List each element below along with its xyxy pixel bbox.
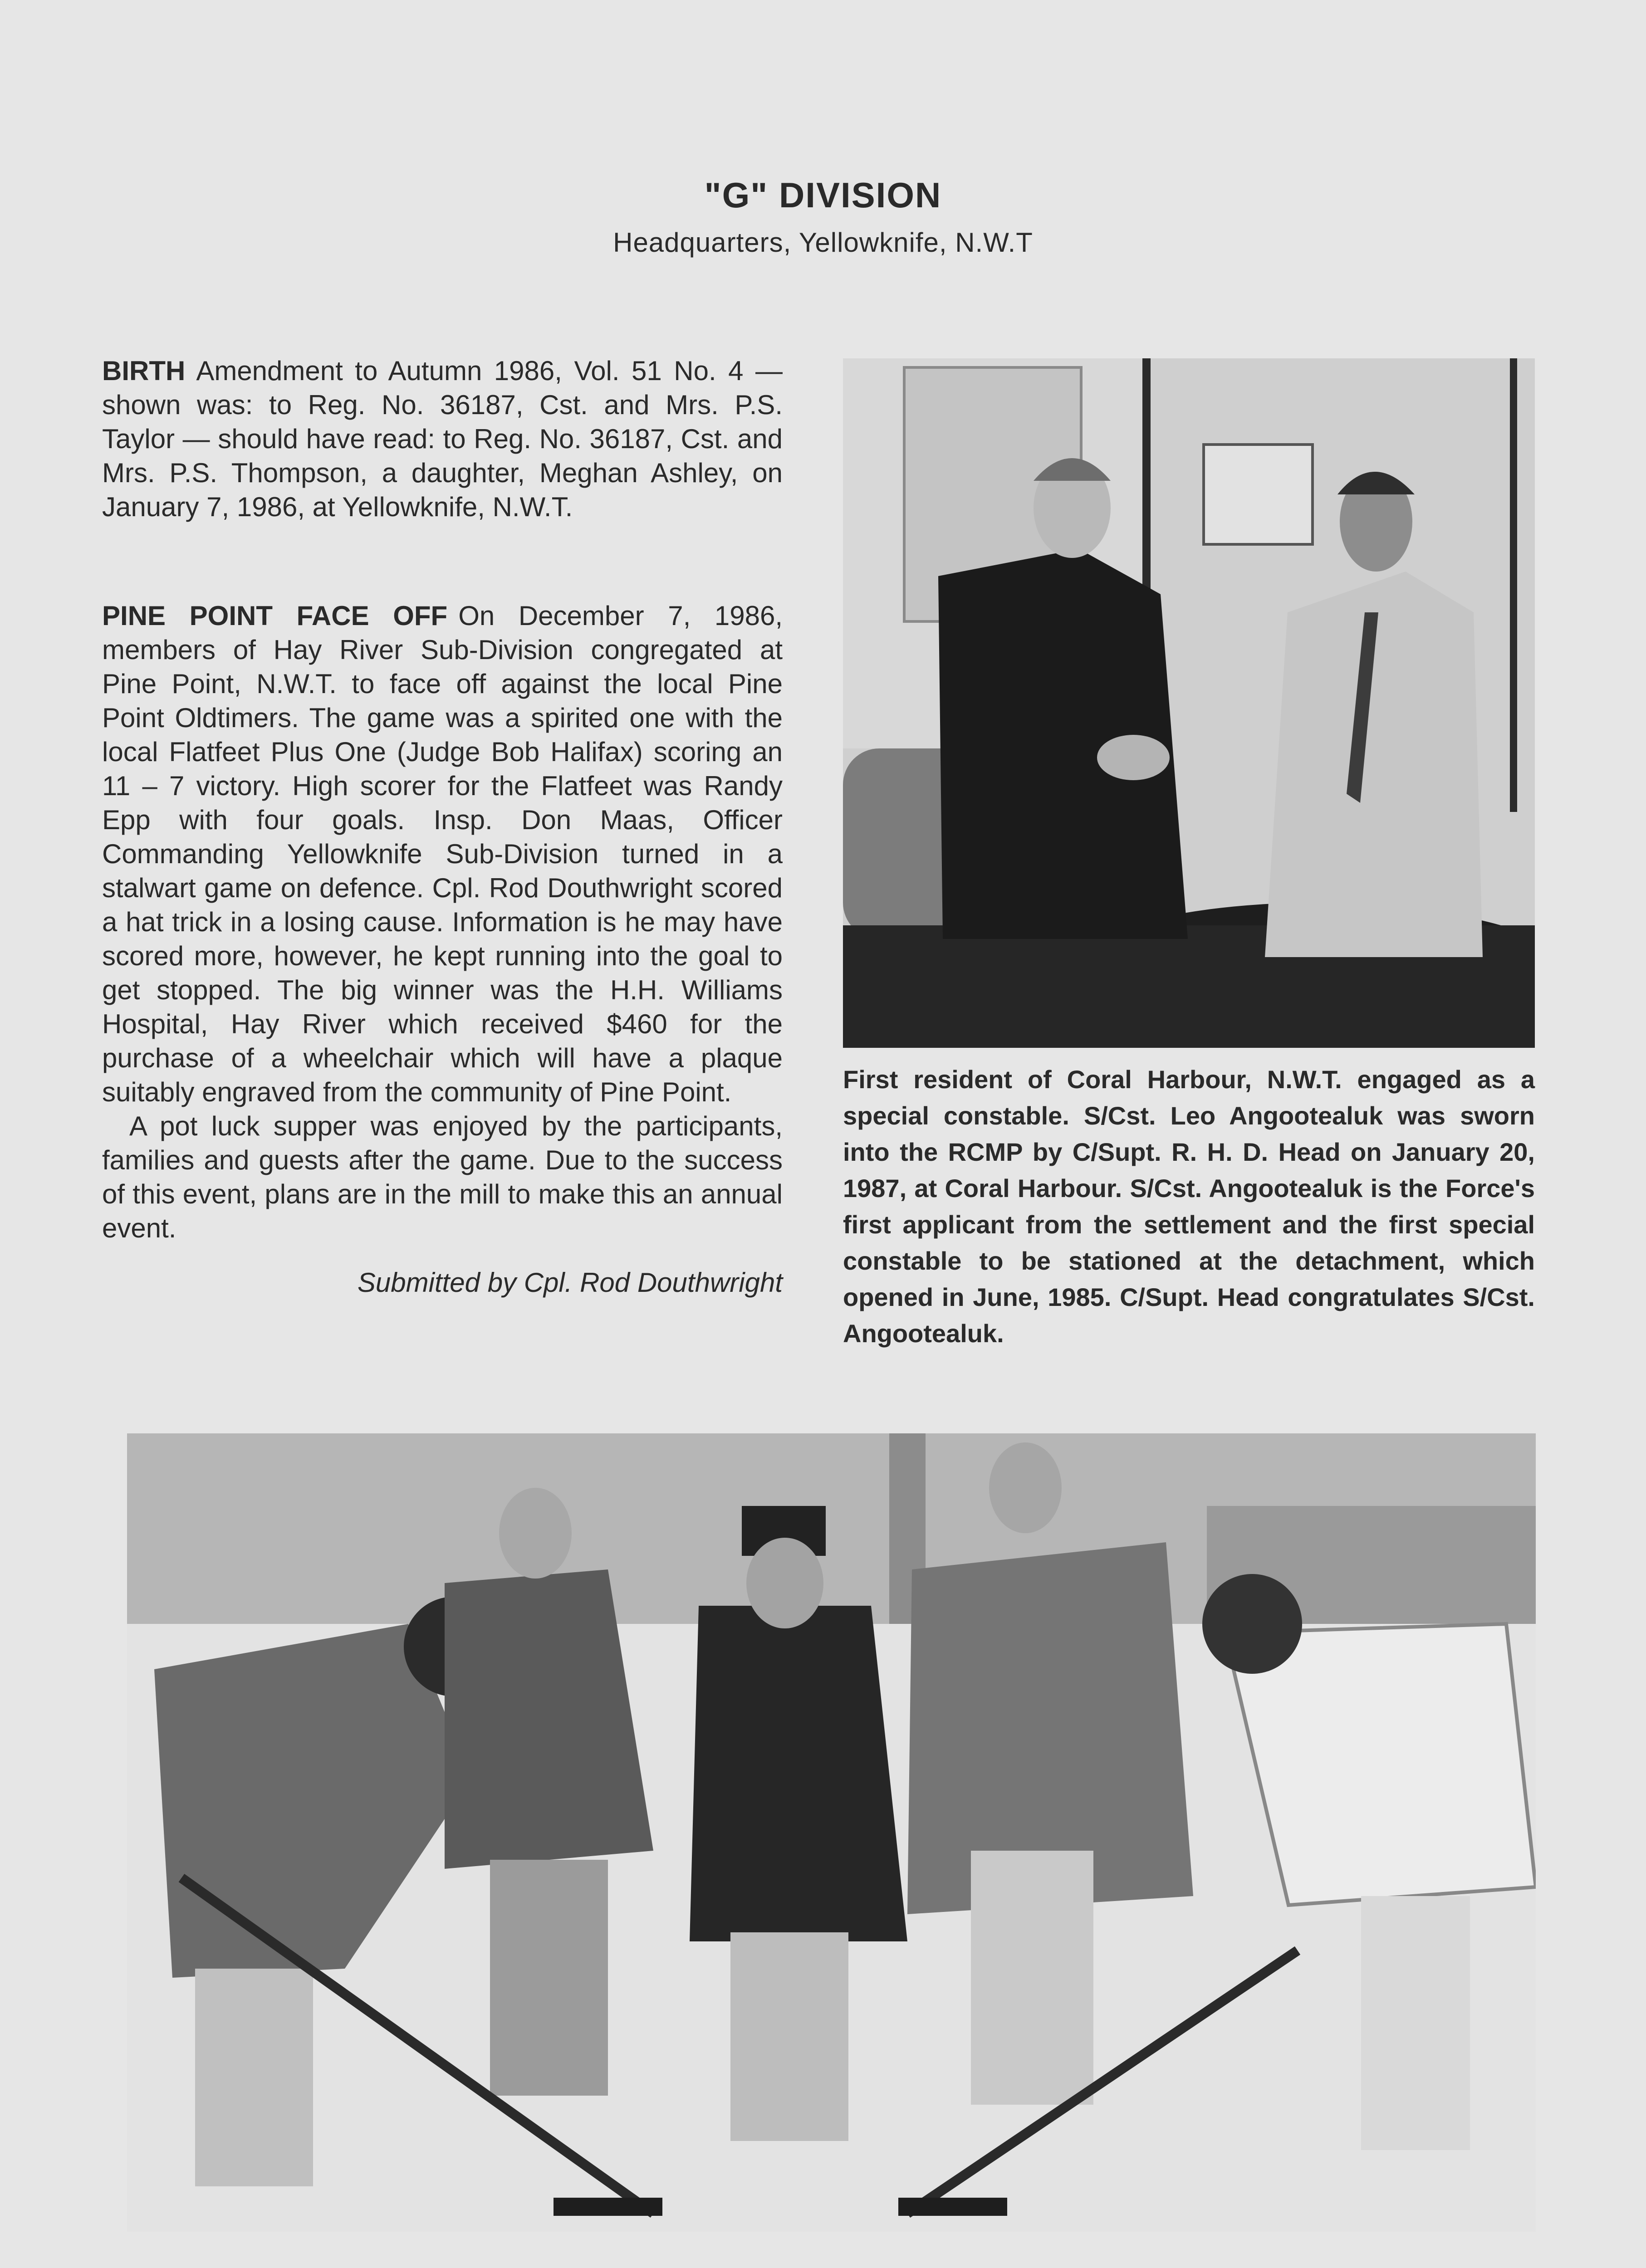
birth-lead: BIRTH xyxy=(102,356,186,386)
pine-point-paragraph-2: A pot luck supper was enjoyed by the participants, families and guests after the game. Due to the success of this event, plans are in the mill to make this an annual event. xyxy=(102,1111,783,1243)
handshake-photo xyxy=(843,358,1535,1048)
article-signoff: Submitted by Cpl. Rod Douthwright xyxy=(357,1267,783,1298)
birth-notice xyxy=(102,354,783,524)
pine-point-paragraph-1: On December 7, 1986, members of Hay River Sub-Division congregated at Pine Point, N.W.T. to face off against the local Pine Point Oldtimers. The game was a spirited one with the local Flatfeet Plus One (Judge Bob Halifax) scoring an 11 – 7 victory. High scorer for the Flatfeet was Randy Epp with four goals. Insp. Don Maas, Officer Commanding Yellowknife Sub-Division turned in a stalwart game on defence. Cpl. Rod Douthwright scored a hat trick in a losing cause. Information is he may have scored more, however, he kept running into the goal to get stopped. The big winner was the H.H. Williams Hospital, Hay River which received $460 for the purchase of a wheelchair which will have a plaque suitably engraved from the community of Pine Point. xyxy=(102,601,783,1107)
page-subtitle: Headquarters, Yellowknife, N.W.T xyxy=(613,227,1033,258)
pine-point-lead: PINE POINT FACE OFF xyxy=(102,601,448,631)
handshake-photo-caption: First resident of Coral Harbour, N.W.T. engaged as a special constable. S/Cst. Leo Angootealuk was sworn into the RCMP by C/Supt. R. H. D. Head on January 20, 1987, at Coral Harbour. S/Cst. Angootealuk is the Force's first applicant from the settlement and the first special constable to be stationed at the detachment, which opened in June, 1985. C/Supt. Head congratulates S/Cst. Angootealuk. xyxy=(843,1065,1535,1348)
face-off-photo xyxy=(127,1433,1536,2232)
page-title: "G" DIVISION xyxy=(704,175,942,215)
birth-text: Amendment to Autumn 1986, Vol. 51 No. 4 — shown was: to Reg. No. 36187, Cst. and Mrs. P.S. Taylor — should have read: to Reg. No. 36187, Cst. and Mrs. P.S. Thompson, a daughter, Meghan Ashley, on January 7, 1986, at Yellowknife, N.W.T. xyxy=(102,356,783,522)
pine-point-article xyxy=(102,599,783,1300)
